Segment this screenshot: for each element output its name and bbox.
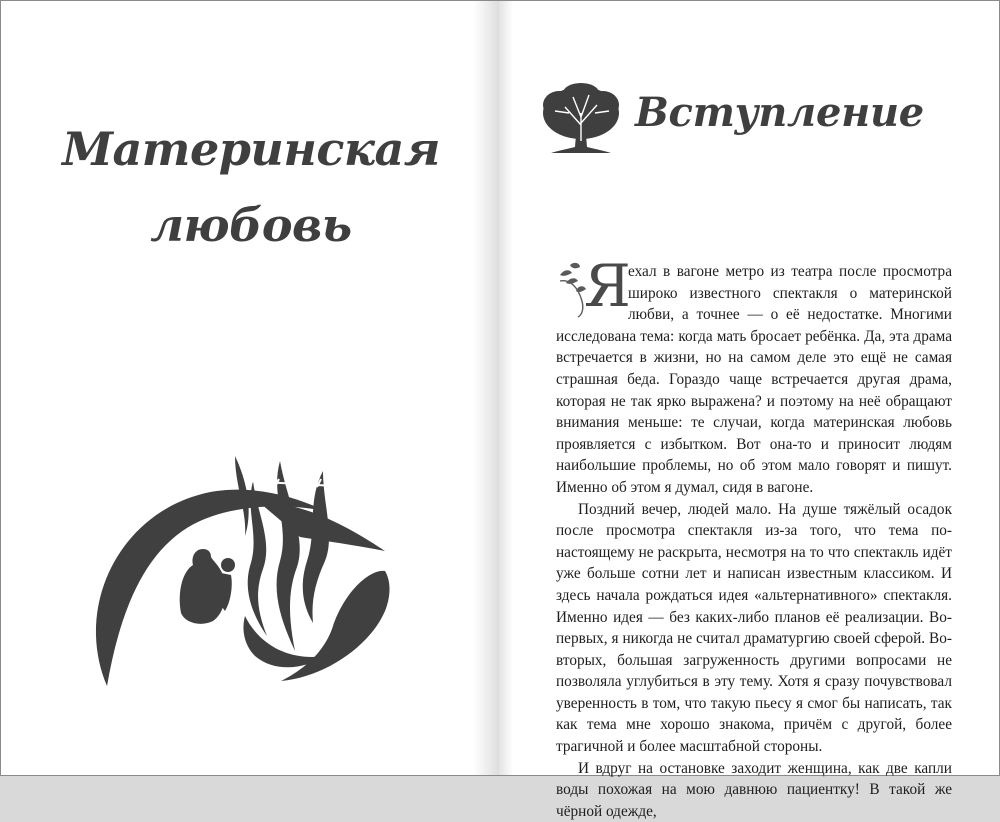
paragraph-3: И вдруг на остановке заходит женщина, как две капли воды похожая на мою давнюю пациентку! В такой же чёрной одежде, [556,759,952,820]
dropcap [556,252,631,320]
paragraph-2: Поздний вечер, людей мало. На душе тяжёлый осадок после просмотра спектакля из-за того, что тема по-настоящему не раскрыта, несмотря на то что спектакль идёт уже больше сотни лет и написан известным классиком. И здесь начала рождаться идея «альтернативного» спектакля. Именно идея — без каких-либо планов её реализации. Во-первых, я никогда не считал драматургию своей сферой. Во-вторых, большая загруженность другими вопросами не позволяла углубиться в эту тему. Хотя я сразу почувствовал уверенность в том, что такую пьесу я смог бы написать, так как тема мне хорошо знакома, причём с другой, более трагичной и более масштабной стороны. [556,500,952,756]
paragraph-1 [556,252,952,499]
left-page [1,1,499,775]
gutter-shadow-right [499,1,513,775]
dropcap-letter: Я [584,252,631,320]
tree-icon [539,83,623,157]
book-title [41,111,461,263]
book-title-line-1: Материнская [62,122,440,176]
right-page [499,1,999,820]
mother-child-emblem-icon [85,441,395,691]
book-title-line-2: любовь [150,198,352,252]
chapter-title: Вступление [635,89,924,136]
paragraph-1-text: ехал в вагоне метро из театра после просмотра широко известного спектакля о материнской любви, а точнее — о её недостатке. Многими исследована тема: когда мать бросает ребёнка. Да, эта драма встречается в жизни, но на самом деле это ещё не самая страшная беда. Гораздо чаще встречается другая драма, которая не так ярко выражена? и поэтому на неё обращают внимания меньше: те случаи, когда материнская любовь проявляется с избытком. Вот она-то и приносит людям наибольшие проблемы, но об этом мало говорят и пишут. Именно об этом я думал, сидя в вагоне. [556,263,952,496]
chapter-body [556,252,952,822]
gutter-shadow-left [473,1,499,775]
